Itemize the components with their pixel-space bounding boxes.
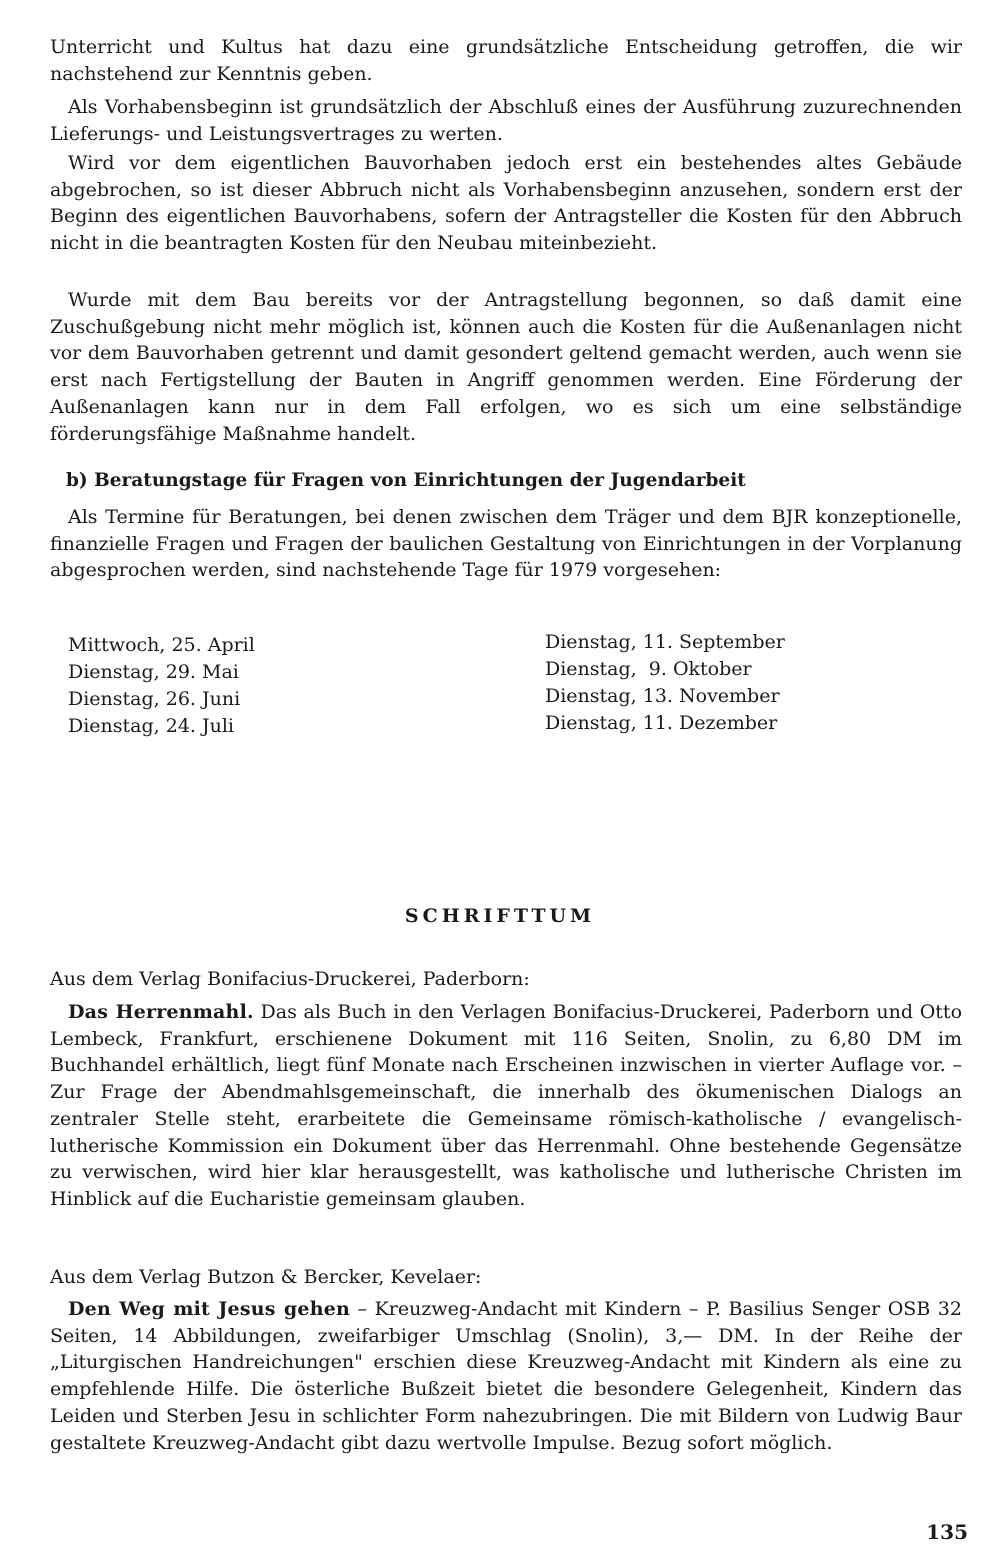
date-item: Dienstag, 11. September bbox=[545, 631, 785, 653]
date-item: Dienstag, 11. Dezember bbox=[545, 712, 778, 734]
book-entry-kreuzweg bbox=[50, 1296, 962, 1456]
page-number: 135 bbox=[926, 1520, 968, 1544]
section-b-heading: b) Beratungstage für Fragen von Einrichtungen der Jugendarbeit bbox=[66, 470, 746, 491]
publisher-line-butzon: Aus dem Verlag Butzon & Bercker, Kevelaer: bbox=[50, 1266, 482, 1288]
date-item: Dienstag, 9. Oktober bbox=[545, 658, 752, 680]
date-item: Dienstag, 13. November bbox=[545, 685, 780, 707]
book-title-kreuzweg: Den Weg mit Jesus gehen bbox=[68, 1298, 351, 1320]
date-item: Dienstag, 29. Mai bbox=[68, 661, 239, 683]
paragraph-aussenanlagen: Wurde mit dem Bau bereits vor der Antragstellung begonnen, so daß damit eine Zuschußgebung nicht mehr möglich ist, können auch die Kosten für die Außenanlagen nicht vor dem Bauvorhaben getrennt und damit gesondert geltend gemacht werden, auch wenn sie erst nach Fertigstellung der Bauten in Angriff genommen werden. Eine Förderung der Außenanlagen kann nur in dem Fall erfolgen, wo es sich um eine selbständige förderungsfähige Maßnahme handelt. bbox=[50, 289, 962, 445]
publisher-line-bonifacius: Aus dem Verlag Bonifacius-Druckerei, Paderborn: bbox=[50, 968, 530, 990]
book-description-kreuzweg: – Kreuzweg-Andacht mit Kindern – P. Basilius Senger OSB 32 Seiten, 14 Abbildungen, zweifarbiger Umschlag (Snolin), 3,— DM. In der Reihe der „Liturgischen Handreichungen" erschien diese Kreuzweg-Andacht mit Kindern als eine zu empfehlende Hilfe. Die österliche Bußzeit bietet die besondere Gelegenheit, Kindern das Leiden und Sterben Jesu in schlichter Form nahezubringen. Die mit Bildern von Ludwig Baur gestaltete Kreuzweg-Andacht gibt dazu wertvolle Impulse. Bezug sofort möglich. bbox=[50, 1298, 962, 1454]
paragraph-vorhabensbeginn: Als Vorhabensbeginn ist grundsätzlich der Abschluß eines der Ausführung zuzurechnenden Lieferungs- und Leistungsvertrages zu werten. bbox=[50, 96, 962, 145]
date-item: Mittwoch, 25. April bbox=[68, 634, 255, 656]
date-item: Dienstag, 26. Juni bbox=[68, 688, 241, 710]
paragraph-beratungstermine: Als Termine für Beratungen, bei denen zwischen dem Träger und dem BJR konzeptionelle, finanzielle Fragen und Fragen der baulichen Gestaltung von Einrichtungen in der Vorplanung abgesprochen werden, sind nachstehende Tage für 1979 vorgesehen: bbox=[50, 506, 962, 582]
book-description-herrenmahl: Das als Buch in den Verlagen Bonifacius-Druckerei, Paderborn und Otto Lembeck, Frankfurt, erschienene Dokument mit 116 Seiten, Snolin, zu 6,80 DM im Buchhandel erhältlich, liegt fünf Monate nach Erscheinen inzwischen in vierter Auflage vor. – Zur Frage der Abendmahlsgemeinschaft, die innerhalb des ökumenischen Dialogs an zentraler Stelle steht, erarbeitete die Gemeinsame römisch-katholische / evangelisch-lutherische Kommission ein Dokument über das Herrenmahl. Ohne bestehende Gegensätze zu verwischen, wird hier klar herausgestellt, was katholische und lutherische Christen im Hinblick auf die Eucharistie gemeinsam glauben. bbox=[50, 1001, 963, 1210]
date-item: Dienstag, 24. Juli bbox=[68, 715, 235, 737]
section-title-schrifttum: SCHRIFTTUM bbox=[404, 905, 596, 927]
book-title-herrenmahl: Das Herrenmahl. bbox=[68, 1001, 254, 1023]
dates-list-left bbox=[68, 632, 255, 740]
book-entry-herrenmahl bbox=[50, 999, 962, 1213]
dates-list-right bbox=[545, 629, 785, 737]
paragraph-abbruch: Wird vor dem eigentlichen Bauvorhaben jedoch erst ein bestehendes altes Gebäude abgebrochen, so ist dieser Abbruch nicht als Vorhabensbeginn anzusehen, sondern erst der Beginn des eigentlichen Bauvorhabens, sofern der Antragsteller die Kosten für den Abbruch nicht in die beantragten Kosten für den Neubau miteinbezieht. bbox=[50, 152, 962, 255]
paragraph-intro: Unterricht und Kultus hat dazu eine grundsätzliche Entscheidung getroffen, die wir nachstehend zur Kenntnis geben. bbox=[50, 36, 962, 85]
